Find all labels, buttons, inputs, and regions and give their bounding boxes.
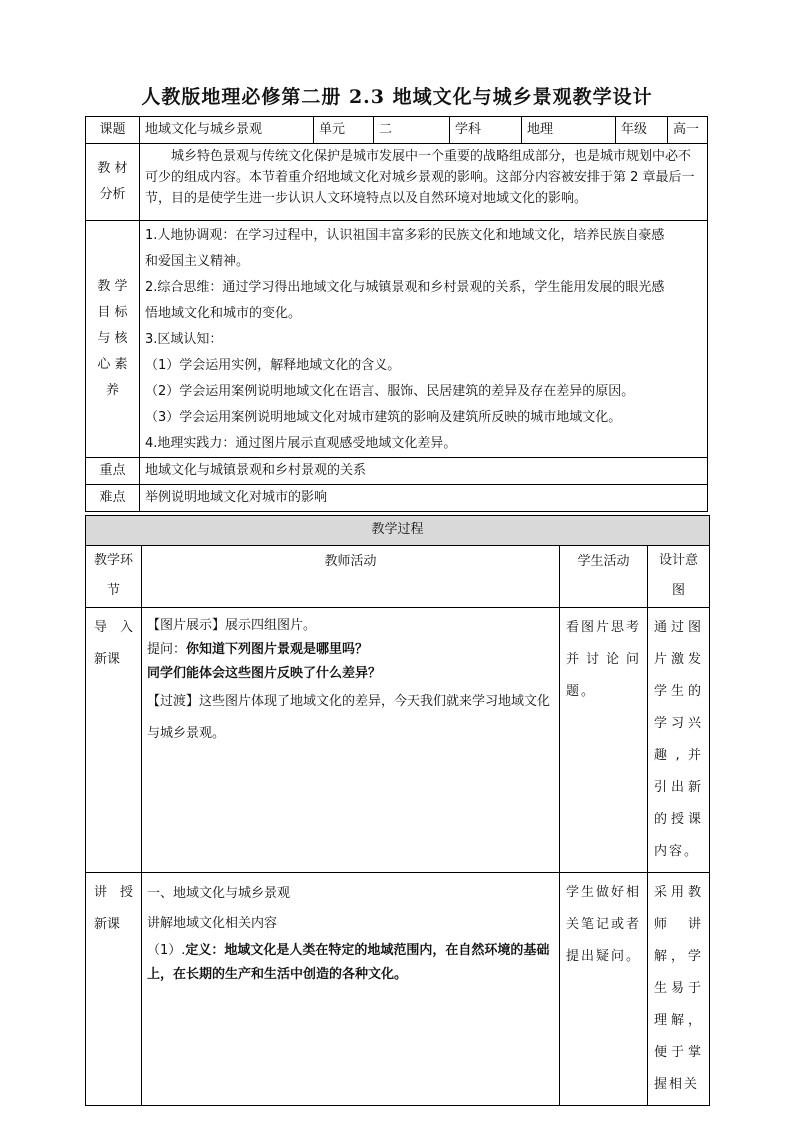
process-header: 教学过程 bbox=[86, 516, 710, 546]
difficulty-label: 难点 bbox=[86, 485, 140, 512]
key-point-text: 地域文化与城镇景观和乡村景观的关系 bbox=[140, 458, 708, 485]
teacher-activity-teach: 一、地域文化与城乡景观 讲解地域文化相关内容 （1）.定义：地域文化是人类在特定的地域范围内，在自然环境的基础上，在长期的生产和生活中创造的各种文化。 bbox=[142, 873, 560, 1106]
student-activity-teach: 学生做好相关笔记或者提出疑问。 bbox=[560, 873, 648, 1106]
unit-label: 单元 bbox=[314, 117, 374, 144]
stage-teach: 讲 授 新课 bbox=[86, 873, 142, 1106]
key-point-label: 重点 bbox=[86, 458, 140, 485]
stage-intro: 导 入 新课 bbox=[86, 608, 142, 873]
grade-value: 高一 bbox=[668, 117, 708, 144]
subject-value: 地理 bbox=[522, 117, 616, 144]
teacher-activity-intro: 【图片展示】展示四组图片。 提问：你知道下列图片景观是哪里吗？ 同学们能体会这些图片反映了什么差异？ 【过渡】这些图片体现了地域文化的差异，今天我们就来学习地域文化与城乡景观。 bbox=[142, 608, 560, 873]
analysis-label: 教 材 分析 bbox=[86, 144, 140, 221]
col-stage: 教学环节 bbox=[86, 546, 142, 608]
page-title: 人教版地理必修第二册 2.3 地域文化与城乡景观教学设计 bbox=[141, 86, 653, 108]
student-activity-intro: 看图片思考并讨论问题。 bbox=[560, 608, 648, 873]
analysis-text: 城乡特色景观与传统文化保护是城市发展中一个重要的战略组成部分，也是城市规划中必不可少的组成内容。本节着重介绍地域文化对城乡景观的影响。这部分内容被安排于第 2 章最后一节，目的是使学生进一步认识人文环境特点以及自然环境对地域文化的影响。 bbox=[140, 144, 708, 221]
col-teacher: 教师活动 bbox=[142, 546, 560, 608]
grade-label: 年级 bbox=[616, 117, 668, 144]
design-intent-intro: 通过图片激发学生的学习兴趣,并引出新的授课内容。 bbox=[648, 608, 710, 873]
topic-value: 地域文化与城乡景观 bbox=[140, 117, 314, 144]
design-intent-teach: 采用教师讲解，学生易于理解，便于掌握相关 bbox=[648, 873, 710, 1106]
goals-text: 1.人地协调观：在学习过程中，认识祖国丰富多彩的民族文化和地域文化，培养民族自豪感 和爱国主义精神。 2.综合思维：通过学习得出地域文化与城镇景观和乡村景观的关系，学生能用发展的眼光感 悟地域文化和城市的变化。 3.区域认知： （1）学会运用实例，解释地域文化的含义。 （2）学会运用案例说明地域文化在语言、服饰、民居建筑的差异及存在差异的原因。 （3）学会运用案例说明地域文化对城市建筑的影响及建筑所反映的城市地域文化。 4.地理实践力：通过图片展示直观感受地域文化差异。 bbox=[140, 221, 708, 458]
info-table bbox=[85, 116, 708, 512]
process-table bbox=[85, 515, 710, 1106]
difficulty-text: 举例说明地域文化对城市的影响 bbox=[140, 485, 708, 512]
topic-label: 课题 bbox=[86, 117, 140, 144]
goals-label: 教 学 目 标 与 核 心 素 养 bbox=[86, 221, 140, 458]
col-student: 学生活动 bbox=[560, 546, 648, 608]
col-design: 设计意图 bbox=[648, 546, 710, 608]
unit-value: 二 bbox=[374, 117, 450, 144]
subject-label: 学科 bbox=[450, 117, 522, 144]
